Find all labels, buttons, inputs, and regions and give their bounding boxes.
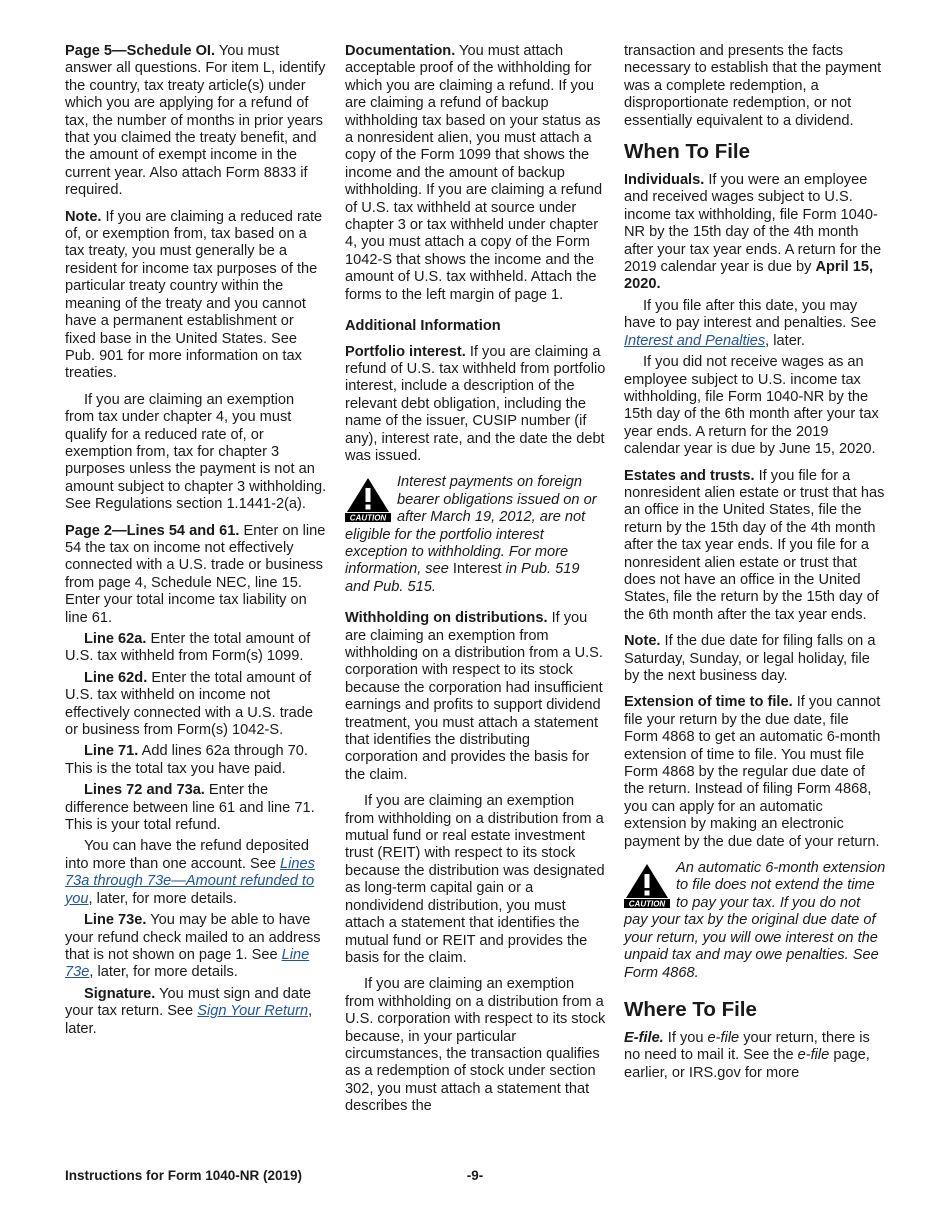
estates-trusts-paragraph: Estates and trusts. If you file for a nonresident alien estate or trust that has an office in the United States, file the return by the 15th day of the 4th month after the tax year ends. If you file for a nonresident alien estate or trust that does not have an office in the United States, file the return by the 15th day of the 6th month after the tax year ends. xyxy=(624,467,885,623)
lines-72-73a-paragraph: Lines 72 and 73a. Enter the difference between line 61 and line 71. This is your total refund. xyxy=(65,782,315,834)
footer-form-title: Instructions for Form 1040-NR (2019) xyxy=(65,1168,303,1183)
schedule-oi-paragraph: Page 5—Schedule OI. You must answer all questions. For item L, identify the country, tax treaty article(s) under which you are applying for a refund of tax, the number of months in prior years that you claimed the treaty benefit, and the amount of exempt income in the current year. Also attach Form 8833 if required. xyxy=(65,43,326,199)
due-date-note-paragraph: Note. If the due date for filing falls on a Saturday, Sunday, or legal holiday, file by the next business day. xyxy=(624,633,876,684)
line-71-paragraph: Line 71. Add lines 62a through 70. This is the total tax you have paid. xyxy=(65,743,308,777)
column-left xyxy=(65,43,327,1042)
lines-54-61-paragraph: Page 2—Lines 54 and 61. Enter on line 54 the tax on income not effectively connected with a U.S. trade or business from page 4, Schedule NEC, line 15. Enter your total income tax liability on line 61. xyxy=(65,522,326,626)
line-62a-paragraph: Line 62a. Enter the total amount of U.S. tax withheld from Form(s) 1099. xyxy=(65,631,311,665)
documentation-paragraph: Documentation. You must attach acceptable proof of the withholding for which you are claiming a refund. If you are claiming a refund of backup withholding tax based on your status as a nonresident alien, you must attach a copy of the Form 1099 that shows the income and the amount of backup withholding. If you are claiming a refund of U.S. tax withheld at source under chapter 3 or tax withheld under chapter 4, you must attach a copy of the Form 1042-S that shows the income and the amount of U.S. tax withheld. Attach the forms to the left margin of page 1. xyxy=(345,43,603,303)
where-to-file-heading: Where To File xyxy=(624,997,757,1021)
no-wages-paragraph: If you did not receive wages as an employee subject to U.S. income tax withholding, file Form 1040-NR by the 15th day of the 6th month after your tax year ends. A return for the 2019 calendar year is due by June 15, 2020. xyxy=(624,354,879,458)
reit-paragraph: If you are claiming an exemption from withholding on a distribution from a mutual fund or real estate investment trust (REIT) with respect to its stock because the distribution was designated as long-term capital gain or a nondividend distribution, you must attach a statement that identifies the mutual fund or REIT and provides the basis for the claim. xyxy=(345,793,605,966)
additional-information-heading: Additional Information xyxy=(345,318,501,335)
section-302-paragraph: If you are claiming an exemption from withholding on a distribution from a U.S. corporation with respect to its stock because, in your particular circumstances, the transaction qualifies as a redemption of stock under section 302, you must attach a statement that describes the xyxy=(345,976,606,1115)
redemption-continuation: transaction and presents the facts necessary to establish that the payment was a complete redemption, a disproportionate redemption, or not essentially equivalent to a dividend. xyxy=(624,43,882,129)
line-73e-paragraph: Line 73e. You may be able to have your refund check mailed to an address that is not shown on page 1. See Line 73e, later, for more details. xyxy=(65,912,321,981)
column-right xyxy=(624,43,886,1091)
deposit-paragraph: You can have the refund deposited into more than one account. See Lines 73a through 73e—Amount refunded to you, later, for more details. xyxy=(65,838,315,907)
efile-paragraph: E-file. If you e-file your return, there is no need to mail it. See the e-file page, earlier, or IRS.gov for more xyxy=(624,1029,870,1081)
when-to-file-heading: When To File xyxy=(624,140,751,164)
chapter4-paragraph: If you are claiming an exemption from tax under chapter 4, you must qualify for a reduced rate of, or exemption from, tax for chapter 3 purposes unless the payment is not an amount subject to chapter 3 withholding. See Regulations section 1.1441-2(a). xyxy=(65,391,327,513)
portfolio-interest-paragraph: Portfolio interest. If you are claiming a refund of U.S. tax withheld from portfolio interest, include a description of the relevant debt obligation, including the name of the issuer, CUSIP number (if any), interest rate, and the date the debt was issued. xyxy=(345,343,606,464)
column-middle xyxy=(345,43,607,1120)
extension-paragraph: Extension of time to file. If you cannot file your return by the due date, file Form 4868 to get an automatic 6-month extension of time to file. You must file Form 4868 by the regular due date of the return. Instead of filing Form 4868, you can apply for an automatic extension by making an electronic payment by the due date of your return. xyxy=(624,694,881,850)
footer-page-number: -9- xyxy=(466,1168,484,1183)
late-filing-paragraph: If you file after this date, you may have to pay interest and penalties. See Interest and Penalties, later. xyxy=(624,297,877,349)
withholding-distributions-paragraph: Withholding on distributions. If you are claiming an exemption from withholding on a distribution from a U.S. corporation with respect to its stock because the corporation had insufficient earnings and profits to support dividend treatment, you must attach a statement that identifies the distributing corporation and provides the basis for the claim. xyxy=(345,610,603,783)
line-62d-paragraph: Line 62d. Enter the total amount of U.S. tax withheld on income not effectively connected with a U.S. trade or business from Form(s) 1042-S. xyxy=(65,669,313,739)
caution-note-portfolio: CAUTION Interest payments on foreign bearer obligations issued on or after March 19, 2012, are not eligible for the portfolio interest exception to withholding. For more information, see Interest in Pub. 519 and Pub. 515. xyxy=(345,474,597,595)
svg-text:CAUTION: CAUTION xyxy=(628,899,666,909)
line-73e-link[interactable]: Line 73e xyxy=(65,946,310,981)
lines-73a-73e-link[interactable]: Lines 73a through 73e—Amount refunded to you xyxy=(65,855,315,907)
interest-penalties-link[interactable]: Interest and Penalties xyxy=(624,332,766,349)
caution-icon xyxy=(624,862,670,908)
individuals-paragraph: Individuals. If you were an employee and received wages subject to U.S. income tax withholding, file Form 1040-NR by the 15th day of the 4th month after your tax year ends. A return for the 2019 calendar year is due by April 15, 2020. xyxy=(624,172,882,293)
sign-your-return-link[interactable]: Sign Your Return xyxy=(197,1003,309,1020)
caution-icon xyxy=(345,476,391,522)
treaty-note-paragraph: Note. If you are claiming a reduced rate of, or exemption from, tax based on a tax treaty, you must generally be a resident for income tax purposes of the particular treaty country within the meaning of the treaty and you cannot have a permanent establishment or fixed base in the United States. See Pub. 901 for more information on tax treaties. xyxy=(65,208,323,382)
caution-note-extension: CAUTION An automatic 6-month extension to file does not extend the time to pay your tax. If you do not pay your tax by the original due date of your return, you will owe interest on the unpaid tax and may owe penalties. See Form 4868. xyxy=(624,860,886,981)
signature-paragraph: Signature. You must sign and date your tax return. See Sign Your Return, later. xyxy=(65,985,313,1037)
svg-text:CAUTION: CAUTION xyxy=(349,513,387,523)
